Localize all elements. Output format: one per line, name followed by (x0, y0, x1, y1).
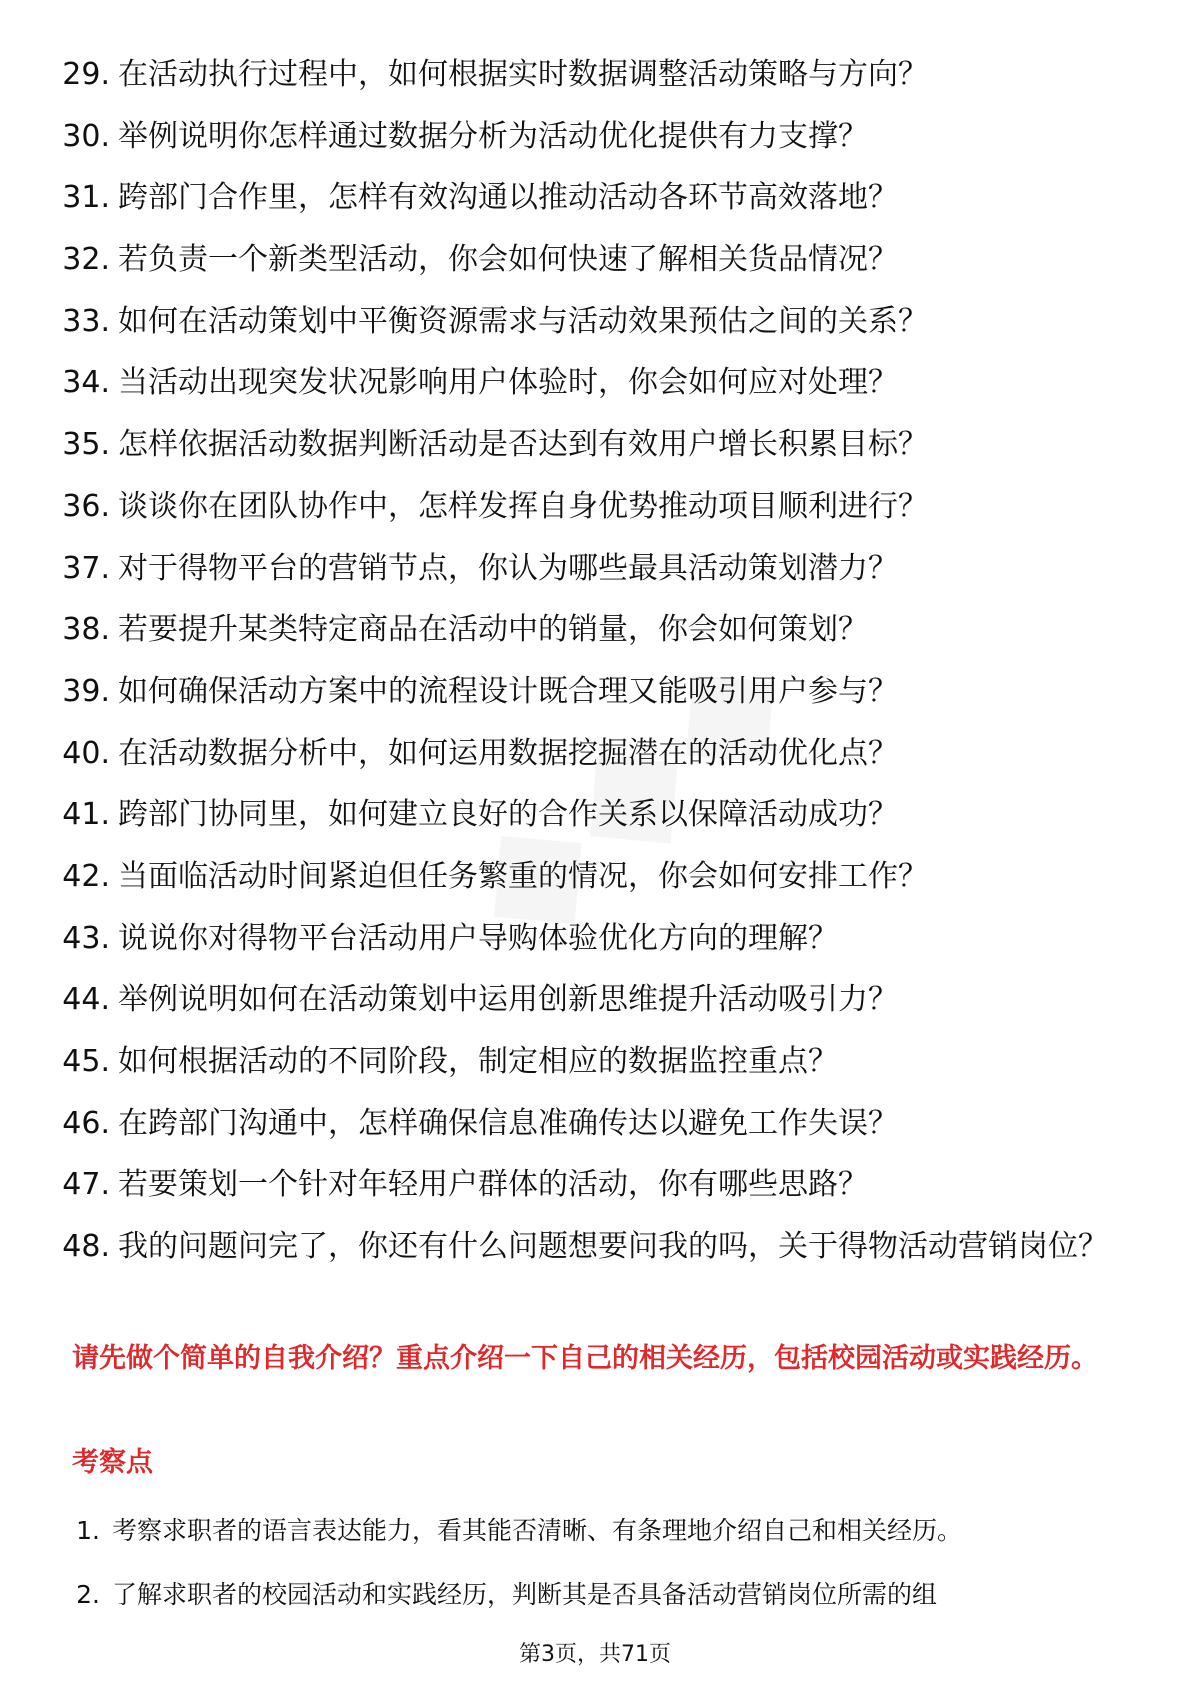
question-text: 在活动数据分析中，如何运用数据挖掘潜在的活动优化点？ (118, 735, 898, 771)
point-item (0, 1576, 1190, 1640)
question-item (0, 544, 1190, 606)
point-item (0, 1512, 1190, 1576)
question-text: 当面临活动时间紧迫但任务繁重的情况，你会如何安排工作？ (118, 858, 928, 894)
points-list (0, 1512, 1190, 1640)
question-item (0, 605, 1190, 667)
question-number: 37. (62, 550, 110, 586)
question-item (0, 729, 1190, 791)
question-text: 举例说明你怎样通过数据分析为活动优化提供有力支撑？ (118, 118, 868, 154)
question-number: 29. (62, 57, 110, 92)
question-item (0, 235, 1190, 297)
section-title: 考察点 (72, 1447, 153, 1478)
question-number: 36. (62, 488, 110, 524)
question-text: 谈谈你在团队协作中，怎样发挥自身优势推动项目顺利进行？ (118, 488, 928, 524)
point-text: 考察求职者的语言表达能力，看其能否清晰、有条理地介绍自己和相关经历。 (112, 1516, 963, 1545)
question-item (0, 173, 1190, 235)
question-item (0, 1222, 1190, 1272)
question-text: 当活动出现突发状况影响用户体验时，你会如何应对处理？ (118, 365, 898, 401)
question-item (0, 852, 1190, 914)
question-number: 39. (62, 673, 110, 709)
page-footer: 第3页，共71页 (519, 1642, 671, 1667)
question-text: 我的问题问完了，你还有什么问题想要问我的吗，关于得物活动营销岗位？ (118, 1229, 1108, 1265)
question-list (0, 50, 1190, 1272)
highlight-question: 请先做个简单的自我介绍？重点介绍一下自己的相关经历，包括校园活动或实践经历。 (72, 1343, 1098, 1374)
question-item (0, 482, 1190, 544)
question-number: 32. (62, 242, 110, 278)
question-text: 如何确保活动方案中的流程设计既合理又能吸引用户参与？ (118, 673, 898, 709)
question-text: 举例说明如何在活动策划中运用创新思维提升活动吸引力？ (118, 982, 898, 1018)
question-number: 44. (62, 982, 110, 1018)
question-number: 46. (62, 1105, 110, 1141)
question-number: 33. (62, 303, 110, 339)
question-number: 48. (62, 1229, 110, 1265)
question-item (0, 1099, 1190, 1161)
question-item (0, 297, 1190, 359)
question-number: 30. (62, 118, 110, 154)
question-number: 40. (62, 735, 110, 771)
question-text: 若要提升某类特定商品在活动中的销量，你会如何策划？ (118, 612, 868, 648)
question-text: 对于得物平台的营销节点，你认为哪些最具活动策划潜力？ (118, 550, 898, 586)
question-item (0, 50, 1190, 112)
question-text: 在活动执行过程中，如何根据实时数据调整活动策略与方向？ (118, 57, 928, 92)
question-number: 41. (62, 797, 110, 833)
point-text: 了解求职者的校园活动和实践经历，判断其是否具备活动营销岗位所需的组 (112, 1580, 938, 1609)
question-number: 43. (62, 920, 110, 956)
question-item (0, 358, 1190, 420)
question-number: 45. (62, 1044, 110, 1079)
question-number: 47. (62, 1167, 110, 1203)
question-number: 42. (62, 858, 110, 894)
question-item (0, 914, 1190, 976)
question-number: 38. (62, 612, 110, 648)
question-item (0, 420, 1190, 482)
question-item (0, 790, 1190, 852)
point-number: 2. (76, 1580, 100, 1609)
question-item (0, 975, 1190, 1037)
question-item (0, 1160, 1190, 1222)
question-number: 34. (62, 365, 110, 401)
question-text: 若要策划一个针对年轻用户群体的活动，你有哪些思路？ (118, 1167, 868, 1203)
question-text: 跨部门合作里，怎样有效沟通以推动活动各环节高效落地？ (118, 180, 898, 216)
question-text: 如何在活动策划中平衡资源需求与活动效果预估之间的关系？ (118, 303, 928, 339)
question-text: 在跨部门沟通中，怎样确保信息准确传达以避免工作失误？ (118, 1105, 898, 1141)
question-item (0, 1037, 1190, 1099)
question-text: 说说你对得物平台活动用户导购体验优化方向的理解？ (118, 920, 838, 956)
question-number: 31. (62, 180, 110, 216)
question-text: 怎样依据活动数据判断活动是否达到有效用户增长积累目标？ (118, 427, 928, 463)
question-number: 35. (62, 427, 110, 463)
question-item (0, 667, 1190, 729)
question-text: 跨部门协同里，如何建立良好的合作关系以保障活动成功？ (118, 797, 898, 833)
question-text: 若负责一个新类型活动，你会如何快速了解相关货品情况？ (118, 242, 898, 278)
point-number: 1. (76, 1516, 100, 1545)
question-item (0, 112, 1190, 174)
question-text: 如何根据活动的不同阶段，制定相应的数据监控重点？ (118, 1044, 838, 1079)
